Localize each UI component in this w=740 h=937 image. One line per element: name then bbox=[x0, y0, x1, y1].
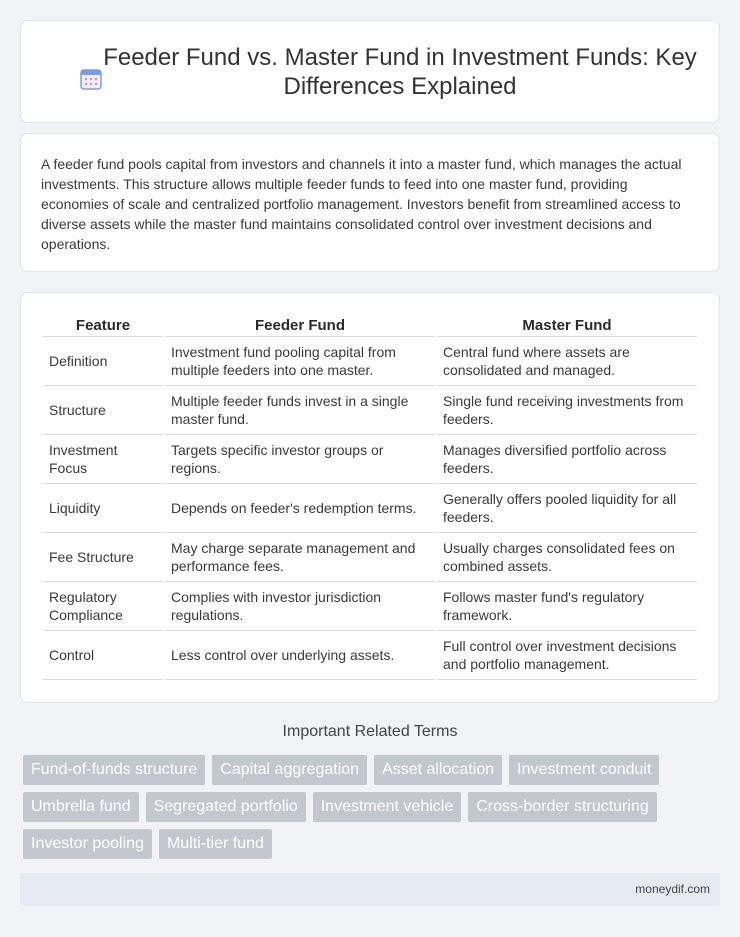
master-cell: Full control over investment decisions and portfolio management. bbox=[437, 631, 697, 680]
calendar-icon bbox=[79, 67, 103, 91]
intro-paragraph: A feeder fund pools capital from investors and channels it into a master fund, which manages the actual investments. This structure allows multiple feeder funds to feed into one master fund, providing economies of scale and centralized portfolio management. Investors benefit from streamlined access to diverse assets while the master fund maintains consolidated control over investment decisions and operations. bbox=[41, 156, 682, 252]
table-row bbox=[43, 435, 697, 484]
related-term-tag[interactable]: Investor pooling bbox=[23, 829, 152, 859]
table-row bbox=[43, 386, 697, 435]
feeder-cell: Depends on feeder's redemption terms. bbox=[165, 484, 435, 533]
feature-cell: Structure bbox=[43, 386, 163, 435]
feature-cell: Investment Focus bbox=[43, 435, 163, 484]
master-cell: Usually charges consolidated fees on combined assets. bbox=[437, 533, 697, 582]
intro-card bbox=[20, 133, 720, 272]
feeder-cell: Investment fund pooling capital from multiple feeders into one master. bbox=[165, 337, 435, 386]
header-feature: Feature bbox=[43, 315, 163, 337]
related-term-tag[interactable]: Segregated portfolio bbox=[146, 792, 306, 822]
footer-domain[interactable]: moneydif.com bbox=[635, 882, 710, 896]
master-cell: Single fund receiving investments from feeders. bbox=[437, 386, 697, 435]
table-card bbox=[20, 292, 720, 703]
feature-cell: Fee Structure bbox=[43, 533, 163, 582]
page-title: Feeder Fund vs. Master Fund in Investment Funds: Key Differences Explained bbox=[103, 44, 697, 100]
related-terms-heading: Important Related Terms bbox=[282, 723, 458, 740]
title-card bbox=[20, 20, 720, 123]
master-cell: Manages diversified portfolio across feeders. bbox=[437, 435, 697, 484]
feeder-cell: Targets specific investor groups or regions. bbox=[165, 435, 435, 484]
feature-cell: Liquidity bbox=[43, 484, 163, 533]
feeder-cell: Less control over underlying assets. bbox=[165, 631, 435, 680]
related-term-tag[interactable]: Multi-tier fund bbox=[159, 829, 272, 859]
header-master-fund: Master Fund bbox=[437, 315, 697, 337]
master-cell: Central fund where assets are consolidated and managed. bbox=[437, 337, 697, 386]
master-cell: Follows master fund's regulatory framework. bbox=[437, 582, 697, 631]
feeder-cell: May charge separate management and performance fees. bbox=[165, 533, 435, 582]
related-term-tag[interactable]: Asset allocation bbox=[374, 755, 502, 785]
table-row bbox=[43, 582, 697, 631]
table-row bbox=[43, 484, 697, 533]
master-cell: Generally offers pooled liquidity for all feeders. bbox=[437, 484, 697, 533]
related-term-tag[interactable]: Umbrella fund bbox=[23, 792, 139, 822]
feature-cell: Regulatory Compliance bbox=[43, 582, 163, 631]
feature-cell: Control bbox=[43, 631, 163, 680]
related-terms-list bbox=[23, 755, 683, 859]
footer bbox=[20, 873, 720, 906]
related-term-tag[interactable]: Fund-of-funds structure bbox=[23, 755, 205, 785]
feeder-cell: Complies with investor jurisdiction regulations. bbox=[165, 582, 435, 631]
related-term-tag[interactable]: Cross-border structuring bbox=[468, 792, 657, 822]
table-header-row bbox=[43, 315, 697, 337]
related-term-tag[interactable]: Investment conduit bbox=[509, 755, 659, 785]
table-row bbox=[43, 533, 697, 582]
header-feeder-fund: Feeder Fund bbox=[165, 315, 435, 337]
feature-cell: Definition bbox=[43, 337, 163, 386]
related-term-tag[interactable]: Capital aggregation bbox=[212, 755, 367, 785]
comparison-table bbox=[41, 315, 699, 680]
table-row bbox=[43, 337, 697, 386]
table-row bbox=[43, 631, 697, 680]
related-term-tag[interactable]: Investment vehicle bbox=[313, 792, 462, 822]
feeder-cell: Multiple feeder funds invest in a single master fund. bbox=[165, 386, 435, 435]
